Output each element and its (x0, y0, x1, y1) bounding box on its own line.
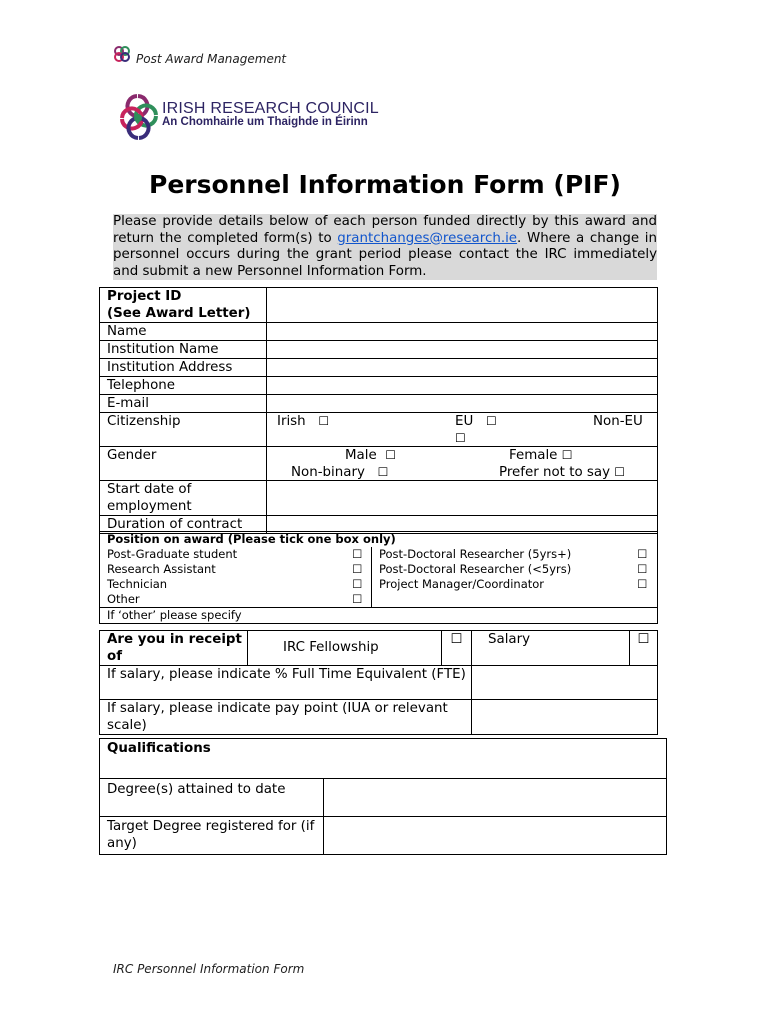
logo-subtitle: An Chomhairle um Thaighde in Éirinn (162, 116, 368, 128)
position-right-checkboxes (628, 547, 658, 608)
checkbox-icon[interactable]: ☐ (637, 547, 648, 561)
start-date-label: Start date of employment (100, 481, 267, 516)
institution-address-field[interactable] (267, 359, 658, 377)
position-option-label: Post-Doctoral Researcher (<5yrs) (379, 562, 572, 576)
checkbox-icon[interactable]: ☐ (614, 465, 626, 479)
target-degree-field[interactable] (324, 817, 667, 855)
email-label: E-mail (100, 395, 267, 413)
institution-name-label: Institution Name (100, 341, 267, 359)
degrees-field[interactable] (324, 779, 667, 817)
salary-label: Salary (472, 631, 630, 666)
pay-point-label: If salary, please indicate pay point (IUA or relevant scale) (100, 700, 472, 735)
other-specify-field[interactable]: If ‘other’ please specify (100, 608, 658, 624)
position-option-label: Other (107, 592, 140, 606)
checkbox-icon[interactable]: ☐ (318, 414, 330, 428)
checkbox-icon[interactable]: ☐ (455, 431, 466, 445)
checkbox-icon[interactable]: ☐ (352, 592, 363, 606)
target-degree-label: Target Degree registered for (if any) (100, 817, 324, 855)
telephone-field[interactable] (267, 377, 658, 395)
duration-label: Duration of contract (100, 516, 267, 534)
email-link[interactable]: grantchanges@research.ie (337, 230, 518, 246)
checkbox-icon[interactable]: ☐ (377, 465, 389, 479)
gender-prefer-not-option[interactable]: Prefer not to say ☐ (499, 465, 626, 480)
position-option-label: Post-Doctoral Researcher (5yrs+) (379, 547, 572, 561)
fte-field[interactable] (472, 666, 658, 700)
position-option-label: Project Manager/Coordinator (379, 577, 545, 591)
checkbox-icon[interactable]: ☐ (352, 577, 363, 591)
position-left-list (100, 547, 344, 608)
position-option-label: Research Assistant (107, 562, 216, 576)
qualifications-heading: Qualifications (100, 739, 667, 779)
intro-text: Please provide details below of each person funded directly by this award and return the completed form(s) to grantchanges@research.ie. Where a change in personnel occurs during the grant period please contact the IRC immediately and submit a new Personnel Information Form. (113, 214, 657, 279)
citizenship-irish-option[interactable]: Irish ☐ (277, 414, 330, 429)
page-title: Personnel Information Form (PIF) (149, 170, 621, 199)
gender-male-option[interactable]: Male ☐ (345, 448, 396, 463)
start-date-field[interactable] (267, 481, 658, 516)
position-option-label: Post-Graduate student (107, 547, 238, 561)
position-heading: Position on award (Please tick one box only) (100, 532, 658, 548)
project-id-field[interactable] (267, 288, 658, 323)
gender-options (267, 447, 658, 481)
gender-label: Gender (100, 447, 267, 481)
telephone-label: Telephone (100, 377, 267, 395)
position-right-list (372, 547, 628, 608)
details-table (99, 287, 658, 534)
citizenship-label: Citizenship (100, 413, 267, 447)
checkbox-icon[interactable]: ☐ (385, 448, 396, 462)
fellowship-checkbox[interactable]: ☐ (442, 631, 472, 666)
gender-female-option[interactable]: Female ☐ (509, 448, 573, 463)
receipt-table (99, 630, 658, 735)
footer-text: IRC Personnel Information Form (113, 962, 305, 976)
gender-non-binary-option[interactable]: Non-binary ☐ (291, 465, 389, 480)
citizenship-eu-option[interactable]: EU ☐ ☐ (455, 414, 497, 445)
institution-address-label: Institution Address (100, 359, 267, 377)
name-field[interactable] (267, 323, 658, 341)
name-label: Name (100, 323, 267, 341)
checkbox-icon[interactable]: ☐ (352, 562, 363, 576)
checkbox-icon[interactable]: ☐ (561, 448, 573, 462)
checkbox-icon[interactable]: ☐ (352, 547, 363, 561)
position-option-label: Technician (107, 577, 168, 591)
citizenship-non-eu-option[interactable]: Non-EU (593, 414, 643, 429)
irc-logo-icon (108, 88, 168, 148)
institution-name-field[interactable] (267, 341, 658, 359)
qualifications-table (99, 738, 667, 855)
position-left-checkboxes (344, 547, 372, 608)
checkbox-icon[interactable]: ☐ (637, 562, 648, 576)
position-table (99, 531, 658, 624)
irc-small-logo-icon (112, 44, 132, 64)
salary-checkbox[interactable]: ☐ (630, 631, 658, 666)
email-field[interactable] (267, 395, 658, 413)
checkbox-icon[interactable]: ☐ (637, 577, 648, 591)
degrees-label: Degree(s) attained to date (100, 779, 324, 817)
logo-name: IRISH RESEARCH COUNCIL (162, 100, 379, 117)
receipt-label: Are you in receipt of (100, 631, 248, 666)
checkbox-icon[interactable]: ☐ (486, 414, 497, 428)
header-title: Post Award Management (136, 52, 287, 66)
pay-point-field[interactable] (472, 700, 658, 735)
fellowship-label: IRC Fellowship (248, 631, 442, 666)
fte-label: If salary, please indicate % Full Time Equivalent (FTE) (100, 666, 472, 700)
project-id-label: Project ID (See Award Letter) (100, 288, 267, 323)
citizenship-options (267, 413, 658, 447)
